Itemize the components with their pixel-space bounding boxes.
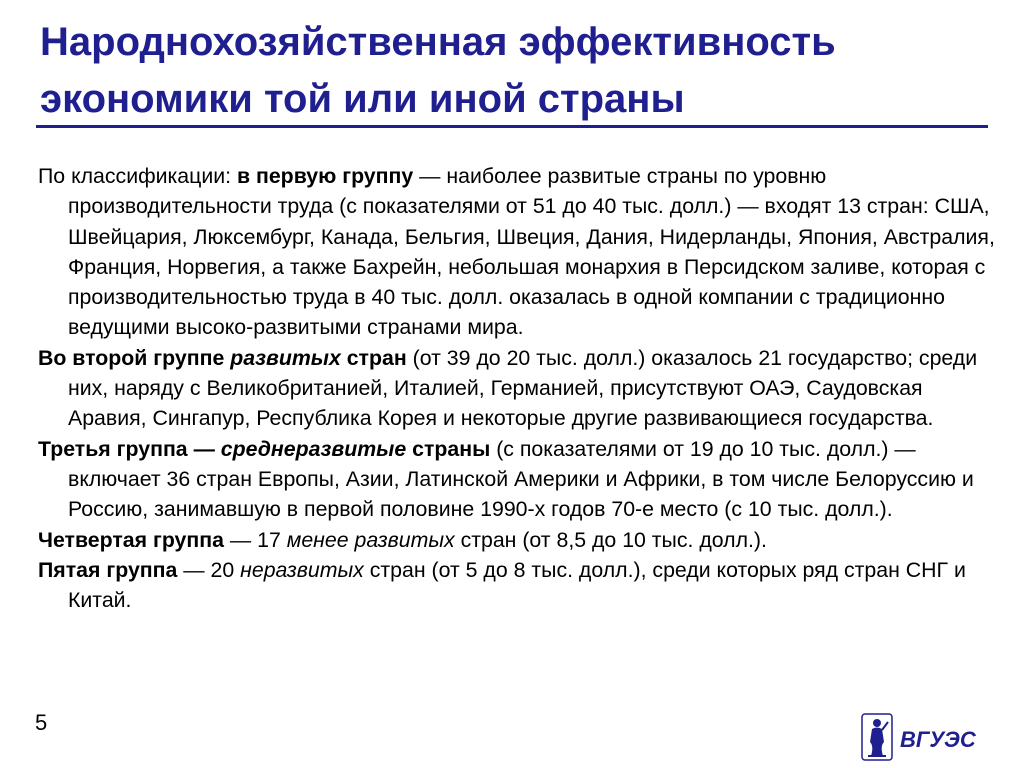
text-run: Третья группа —: [38, 436, 221, 461]
paragraph-group-5: [38, 555, 998, 616]
text-run: Четвертая группа: [38, 527, 224, 552]
logo-wordmark: ВГУЭС: [900, 727, 976, 752]
text-run: менее развитых: [286, 527, 455, 552]
text-run: По классификации:: [38, 164, 237, 188]
slide-body: [38, 161, 998, 615]
slide-title: [40, 14, 1000, 128]
text-run: — 17: [223, 527, 287, 552]
text-run: стран (от 5 до 8 тыс. долл.), среди которых ряд стран СНГ и Китай.: [68, 557, 966, 613]
university-logo: [860, 712, 990, 762]
page-number: 5: [35, 710, 48, 735]
text-run: Пятая группа: [38, 557, 178, 582]
text-run: — наиболее развитые страны по уровню производительности труда (с показателями от 51 до 40 тыс. долл.) — входят 13 стран: США, Швейцария, Люксембург, Канада, Бельгия, Швеция, Дания, Нидерланды, Япония, Австралия, Франция, Норвегия, а также Бахрейн, небольшая монархия в Персидском заливе, которая с производительностью труда в 40 тыс. долл. оказалась в одной компании с традиционно ведущими высоко-развитыми странами мира.: [68, 164, 995, 340]
text-run: страны: [406, 436, 491, 461]
text-run: развитых: [230, 345, 341, 370]
paragraph-group-4: [38, 525, 998, 555]
text-run: (от 39 до 20 тыс. долл.) оказалось 21 государство; среди них, наряду с Великобританией, Италией, Германией, присутствуют ОАЭ, Саудовская Аравия, Сингапур, Республика Корея и некоторые другие развивающиеся государства.: [68, 345, 978, 431]
text-run: неразвитых: [240, 557, 364, 582]
text-run: (с показателями от 19 до 10 тыс. долл.) — включает 36 стран Европы, Азии, Латинской Америки и Африки, в том числе Белоруссию и Россию, занимавшую в первой половине 1990-х годов 70-е место (с 10 тыс. долл.).: [68, 436, 974, 522]
paragraph-group-2: [38, 343, 998, 434]
text-run: — 20: [177, 557, 241, 582]
paragraph-group-3: [38, 434, 998, 525]
text-run: Во второй группе: [38, 345, 231, 370]
title-line-1: Народнохозяйственная эффективность: [40, 20, 836, 64]
title-divider: [36, 125, 988, 128]
text-run: стран: [340, 345, 407, 370]
title-line-2: экономики той или иной страны: [40, 77, 685, 121]
text-run: в первую группу: [236, 164, 414, 188]
text-run: среднеразвитые: [220, 436, 407, 461]
paragraph-group-1: [38, 161, 998, 343]
text-run: стран (от 8,5 до 10 тыс. долл.).: [454, 527, 767, 552]
statue-emblem-icon: [862, 714, 892, 760]
